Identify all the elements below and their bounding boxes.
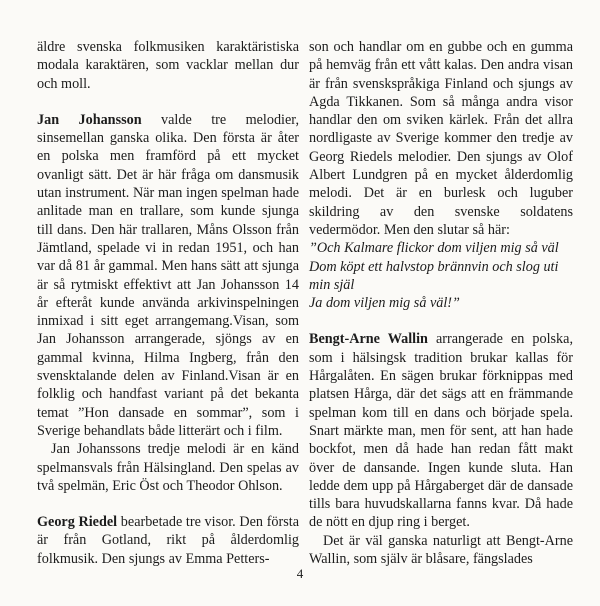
page-number: 4	[296, 566, 304, 581]
text-georg-riedel: bearbetade tre visor. Den första är från Gotland, rikt på ålderdomlig folkmusik. Den sjungs av Emma Petters-	[37, 514, 299, 567]
quote-line-1: ”Och Kalmare flickor dom viljen mig så väl	[309, 240, 559, 257]
paragraph-riedel-continued: son och handlar om en gubbe och en gumma på hemväg från ett vått kalas. Den andra visan är från svenskspråkiga Finland och sjungs av Agda Tikkanen. Som så många andra visor handlar den om sviken kärlek. Från det allra nordligaste av Sverige kommer den tredje av Georg Riedels melodier. Den sjungs av Olof Albert Lundgren på en mycket ålderdomlig melodi. Det är en burlesk och luguber skildring av den svenske soldatens vedermödor. Men den slutar så här:	[309, 39, 573, 238]
name-jan-johansson: Jan Johansson	[37, 111, 142, 128]
quote-line-4: Ja dom viljen mig så väl!”	[309, 295, 460, 312]
paragraph-jan-johansson	[37, 111, 299, 440]
quote-line-3: min själ	[309, 276, 355, 293]
name-georg-riedel: Georg Riedel	[37, 514, 118, 531]
quote-line-2: Dom köpt ett halvstop brännvin och slog uti	[309, 258, 559, 275]
text-jan-johansson: valde tre melodier, sinsemellan ganska olika. Den första är åter en polska men framförd på ett mycket ovanligt sätt. Det är här fråga om dansmusik utan instrument. När man ingen spelman hade anlitade man en trallare, som kunde sjunga till dans. Den här trallaren, Måns Olsson från Jämtland, spelade vi in redan 1951, och han var då 81 år gammal. Men hans sätt att sjunga är så rytmiskt effektivt att Jan Johansson 14 år efteråt kunde använda arkivinspelningen inmixad i sitt eget arrangemang.Visan, som Jan Johansson arrangerade, sjöngs av en gammal kvinna, Hilma Ingberg, från den svensktalande delen av Finland.Visan är en folklig och handfast variant på det bekanta temat ”Hon dansade en sommar”, som i Sverige behandlats både litterärt och i film.	[37, 111, 300, 439]
name-bengt-arne-wallin: Bengt-Arne Wallin	[309, 331, 428, 348]
paragraph-wallin-blower: Det är väl ganska naturligt att Bengt-Arne Wallin, som själv är blåsare, fängslades	[309, 532, 573, 568]
right-column	[309, 38, 573, 568]
paragraph-georg-riedel	[37, 513, 299, 568]
paragraph-intro-end: äldre svenska folkmusiken karaktäristiska modala karaktären, som vacklar mellan dur och moll.	[37, 39, 299, 92]
paragraph-third-melody: Jan Johanssons tredje melodi är en känd spelmansvals från Hälsingland. Den spelas av två spelmän, Eric Öst och Theodor Ohlson.	[37, 441, 299, 494]
text-bengt-arne-wallin: arrangerade en polska, som i hälsingsk tradition brukar kallas för Hårgalåten. En sägen brukar förknippas med platsen Hårga, där det sägs att en främmande spelman kom till en dans och började spela. Snart märkte man, men för sent, att han hade bockfot, men då hade han redan fått makt över de dansande. Ingen kunde sluta. Han ledde dem upp på Hårgaberget där de dansade tills bara huvudskallarna fanns kvar. Då hade de nött en djup ring i berget.	[309, 331, 573, 531]
paragraph-bengt-arne-wallin	[309, 330, 573, 531]
left-column	[37, 38, 299, 568]
